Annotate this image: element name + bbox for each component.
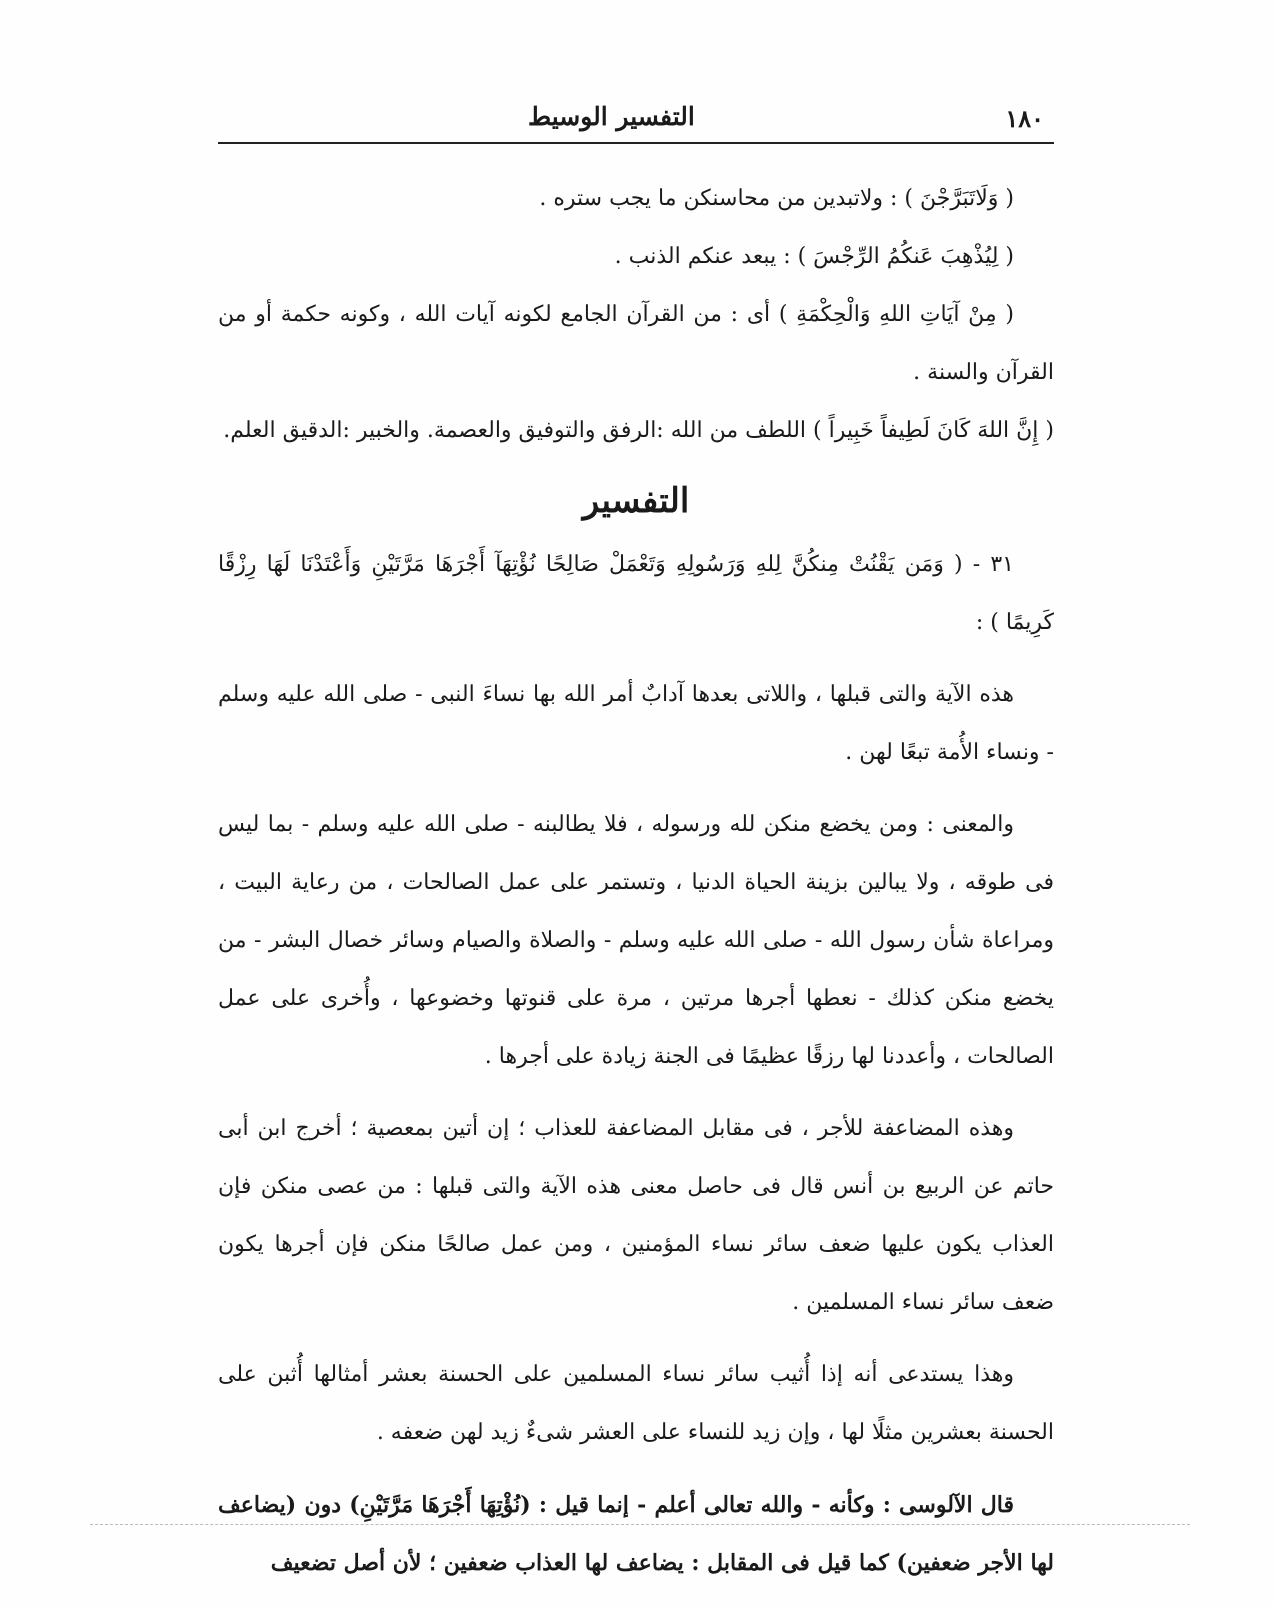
quran-verse: ٣١ - ( وَمَن يَقْنُتْ مِنكُنَّ لِلهِ وَرَسُولِهِ وَتَعْمَلْ صَالِحًا نُؤْتِهَآ أَجْرَهَا مَرَّتَيْنِ وَأَعْتَدْنَا لَهَا رِزْقًا كَرِيمًا ) :: [218, 552, 1054, 635]
glossary-entry: ( وَلَاتَبَرَّجْنَ ) : ولاتبدين من محاسنكن ما يجب ستره .: [539, 186, 1014, 211]
glossary-entry: ( مِنْ آيَاتِ اللهِ وَالْحِكْمَةِ ) أى : من القرآن الجامع لكونه آيات الله ، وكونه حكمة أو من القرآن والسنة .: [218, 302, 1054, 385]
commentary-paragraph: وهذه المضاعفة للأجر ، فى مقابل المضاعفة للعذاب ؛ إن أتين بمعصية ؛ أخرج ابن أبى حاتم عن الربيع بن أنس قال فى حاصل معنى هذه الآية والتى قبلها : من عصى منكن فإن العذاب يكون عليها ضعف سائر نساء المؤمنين ، ومن عمل صالحًا منكن فإن أجرها يكون ضعف سائر نساء المسلمين .: [218, 1116, 1054, 1315]
running-title: التفسير الوسيط: [528, 102, 695, 131]
glossary-entry: ( لِيُذْهِبَ عَنكُمُ الرِّجْسَ ) : يبعد عنكم الذنب .: [614, 244, 1014, 269]
commentary-paragraph-alusi: قال الآلوسى : وكأنه - والله تعالى أعلم - إنما قيل : (نُؤْتِهَا أَجْرَهَا مَرَّتَيْنِ) دون (يضاعف لها الأجر ضعفين) كما قيل فى المقابل : يضاعف لها العذاب ضعفين ؛ لأن أصل تضعيف: [218, 1492, 1054, 1576]
page-body: [218, 170, 1054, 1606]
page-header: [218, 98, 1054, 144]
commentary-paragraph: وهذا يستدعى أنه إذا أُثيب سائر نساء المسلمين على الحسنة بعشر أمثالها أُثبن على الحسنة بعشرين مثلًا لها ، وإن زيد للنساء على العشر شىءٌ زيد لهن ضعفه .: [218, 1362, 1054, 1445]
section-heading: التفسير: [582, 481, 690, 521]
scan-bottom-edge: [90, 1524, 1190, 1525]
commentary-paragraph: والمعنى : ومن يخضع منكن لله ورسوله ، فلا يطالبنه - صلى الله عليه وسلم - بما ليس فى طوقه ، ولا يبالين بزينة الحياة الدنيا ، وتستمر على عمل الصالحات ، من رعاية البيت ، ومراعاة شأن رسول الله - صلى الله عليه وسلم - والصلاة والصيام وسائر خصال البشر - من يخضع منكن كذلك - نعطها أجرها مرتين ، مرة على قنوتها وخضوعها ، وأُخرى على عمل الصالحات ، وأعددنا لها رزقًا عظيمًا فى الجنة زيادة على أجرها .: [218, 812, 1054, 1069]
page-number: ١٨٠: [1005, 104, 1044, 133]
glossary-entry: ( إِنَّ اللهَ كَانَ لَطِيفاً خَبِيراً ) اللطف من الله :الرفق والتوفيق والعصمة. والخبير :الدقيق العلم.: [223, 418, 1054, 443]
commentary-paragraph: هذه الآية والتى قبلها ، واللاتى بعدها آدابٌ أمر الله بها نساءَ النبى - صلى الله عليه وسلم - ونساء الأُمة تبعًا لهن .: [218, 682, 1054, 765]
